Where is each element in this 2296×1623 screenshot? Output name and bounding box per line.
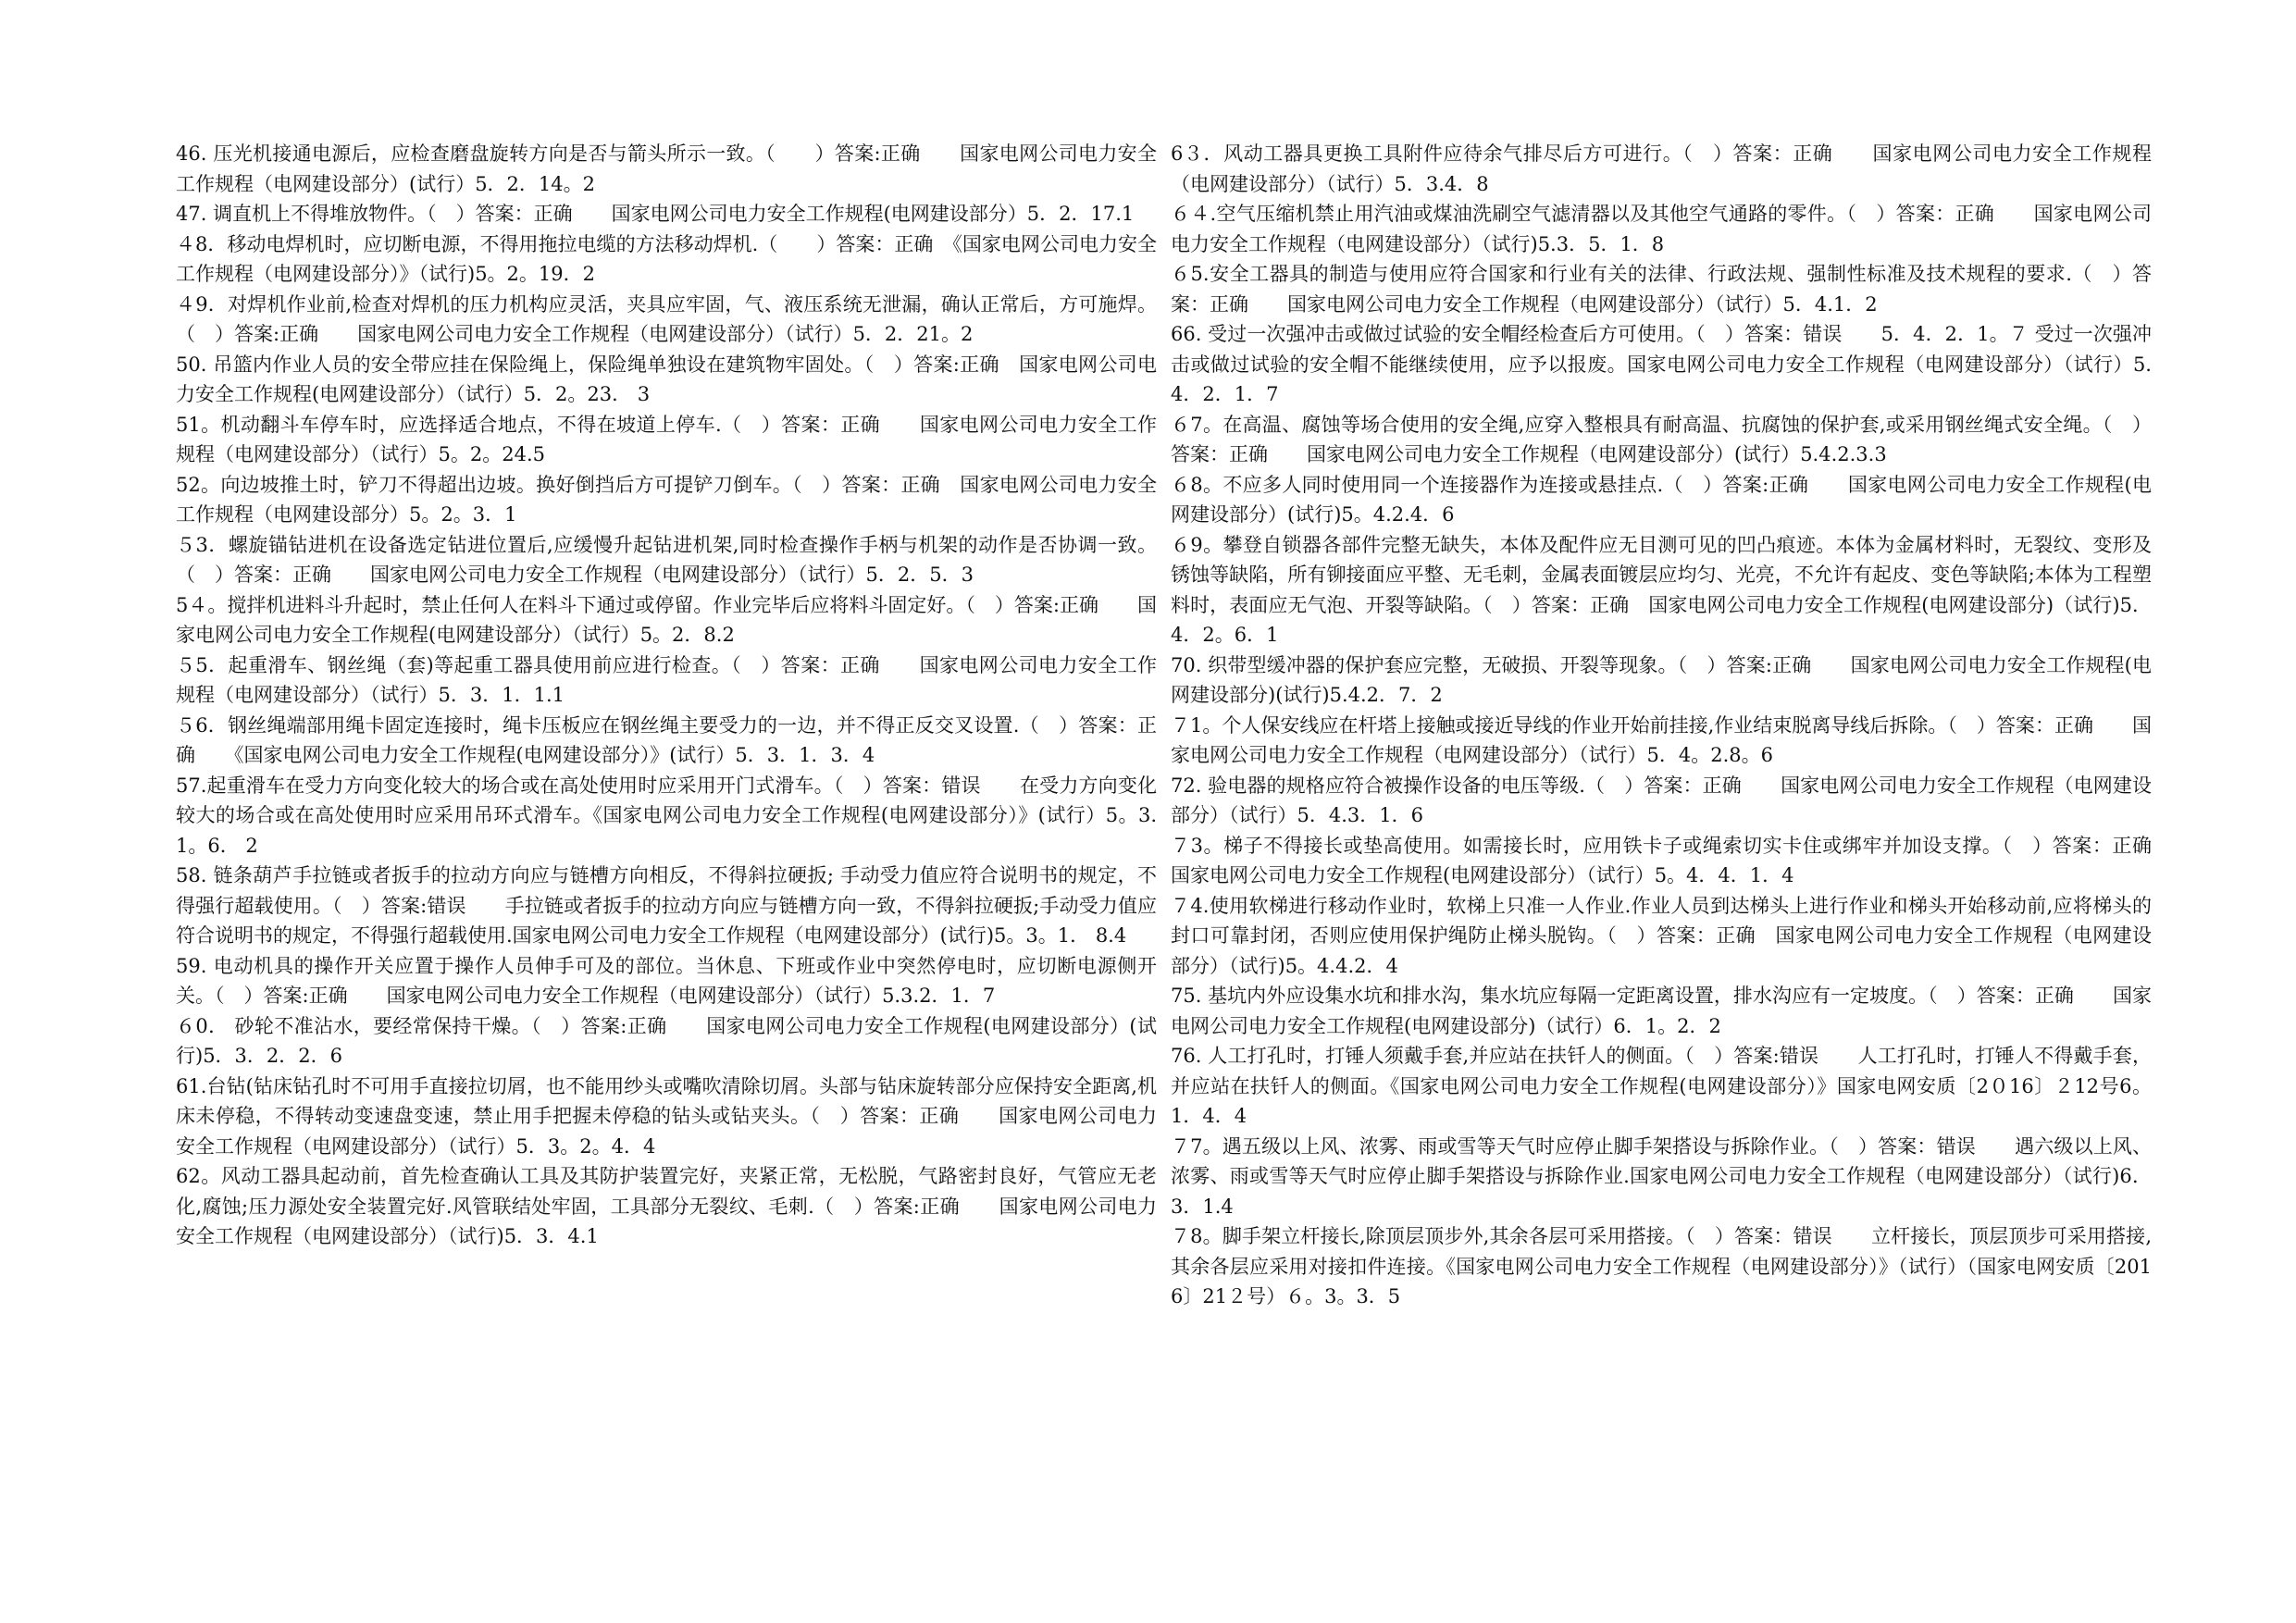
- question-item: ５3．螺旋锚钻进机在设备选定钻进位置后,应缓慢升起钻进机架,同时检查操作手柄与机架的动作是否协调一致。（ ）答案：正确 国家电网公司电力安全工作规程（电网建设部分）（试行）5．2．5．3: [176, 533, 1157, 586]
- question-item: 57.起重滑车在受力方向变化较大的场合或在高处使用时应采用开门式滑车。（ ）答案：错误 在受力方向变化较大的场合或在高处使用时应采用吊环式滑车。《国家电网公司电力安全工作规程(电网建设部分）》(试行）5。3.1。6． 2: [176, 774, 1157, 857]
- question-item: ４9．对焊机作业前,检查对焊机的压力机构应灵活，夹具应牢固，气、液压系统无泄漏，确认正常后，方可施焊。（ ）答案:正确 国家电网公司电力安全工作规程（电网建设部分）（试行）5．2．21。2: [176, 292, 1157, 345]
- question-item: 47. 调直机上不得堆放物件。（ ）答案：正确 国家电网公司电力安全工作规程(电网建设部分）5．2．17.1: [176, 203, 1135, 225]
- question-item: ４8．移动电焊机时，应切断电源，不得用拖拉电缆的方法移动焊机.（ ）答案：正确 《国家电网公司电力安全工作规程（电网建设部分）》（试行)5。2。19．2: [176, 232, 1157, 285]
- question-item: ７1。个人保安线应在杆塔上接触或接近导线的作业开始前挂接,作业结束脱离导线后拆除。（ ）答案：正确 国家电网公司电力安全工作规程（电网建设部分）（试行）5．4。2.8。6: [1171, 713, 2152, 766]
- question-item: 70. 织带型缓冲器的保护套应完整，无破损、开裂等现象。（ ）答案:正确 国家电网公司电力安全工作规程(电网建设部分)(试行)5.4.2．7．2: [1171, 653, 2152, 706]
- question-item: ６5.安全工器具的制造与使用应符合国家和行业有关的法律、行政法规、强制性标准及技术规程的要求.（ ）答案：正确 国家电网公司电力安全工作规程（电网建设部分）（试行）5．4.1．2: [1171, 263, 2152, 316]
- question-item: 75. 基坑内外应设集水坑和排水沟，集水坑应每隔一定距离设置，排水沟应有一定坡度。（ ）答案：正确 国家电网公司电力安全工作规程(电网建设部分)（试行）6．1。2．2: [1171, 985, 2152, 1037]
- question-item: 76. 人工打孔时，打锤人须戴手套,并应站在扶钎人的侧面。（ ）答案:错误 人工打孔时，打锤人不得戴手套，并应站在扶钎人的侧面。《国家电网公司电力安全工作规程(电网建设部分）》国家电网安质〔2０16〕２12号6。1．4．4: [1171, 1045, 2152, 1127]
- question-item: 66. 受过一次强冲击或做过试验的安全帽经检查后方可使用。（ ）答案：错误 5．4．2．1。７ 受过一次强冲击或做过试验的安全帽不能继续使用，应予以报废。国家电网公司电力安全工作规程（电网建设部分）（试行）5.4．2．1．7: [1171, 323, 2152, 405]
- question-item: 72. 验电器的规格应符合被操作设备的电压等级.（ ）答案：正确 国家电网公司电力安全工作规程（电网建设部分）（试行）5．4.3．1．6: [1171, 774, 2152, 826]
- question-item: ６8。不应多人同时使用同一个连接器作为连接或悬挂点.（ ）答案:正确 国家电网公司电力安全工作规程(电网建设部分）(试行)5。4.2.4．6: [1171, 473, 2152, 526]
- question-item: ７3。梯子不得接长或垫高使用。如需接长时，应用铁卡子或绳索切实卡住或绑牢并加设支撑。（ ）答案：正确 国家电网公司电力安全工作规程(电网建设部分）（试行）5。4．4．1．4: [1171, 834, 2191, 886]
- question-item: ５5．起重滑车、钢丝绳（套)等起重工器具使用前应进行检查。（ ）答案：正确 国家电网公司电力安全工作规程（电网建设部分）（试行）5．3．1．1.1: [176, 653, 1157, 706]
- question-item: ６7。在高温、腐蚀等场合使用的安全绳,应穿入整根具有耐高温、抗腐蚀的保护套,或采用钢丝绳式安全绳。（ ）答案：正确 国家电网公司电力安全工作规程（电网建设部分）(试行）5.4.2.3.3: [1171, 413, 2152, 465]
- question-item: 62。风动工器具起动前，首先检查确认工具及其防护装置完好，夹紧正常，无松脱，气路密封良好，气管应无老化,腐蚀;压力源处安全装置完好.风管联结处牢固，工具部分无裂纹、毛刺.（ ）答案:正确 国家电网公司电力安全工作规程（电网建设部分）（试行)5．3．4.1: [176, 1165, 1157, 1247]
- question-item: 58. 链条葫芦手拉链或者扳手的拉动方向应与链槽方向相反，不得斜拉硬扳; 手动受力值应符合说明书的规定，不得强行超载使用。（ ）答案:错误 手拉链或者扳手的拉动方向应与链槽方向一致，不得斜拉硬扳;手动受力值应符合说明书的规定，不得强行超载使用.国家电网公司电力安全工作规程（电网建设部分）(试行)5。3。1． 8.4: [176, 864, 1157, 947]
- question-item: 5４。搅拌机进料斗升起时，禁止任何人在料斗下通过或停留。作业完毕后应将料斗固定好。（ ）答案:正确 国家电网公司电力安全工作规程(电网建设部分）（试行）5。2．8.2: [176, 593, 1157, 646]
- left-column: [176, 139, 1157, 1252]
- question-item: ６４.空气压缩机禁止用汽油或煤油洗刷空气滤清器以及其他空气通路的零件。（ ）答案：正确 国家电网公司电力安全工作规程（电网建设部分）（试行)5.3．5．1．8: [1171, 203, 2152, 255]
- question-item: 46. 压光机接通电源后，应检查磨盘旋转方向是否与箭头所示一致。（ ）答案:正确 国家电网公司电力安全工作规程（电网建设部分）(试行）5．2．14。2: [176, 142, 1157, 195]
- question-item: 61.台钻(钻床钻孔时不可用手直接拉切屑，也不能用纱头或嘴吹清除切屑。头部与钻床旋转部分应保持安全距离,机床未停稳，不得转动变速盘变速，禁止用手把握未停稳的钻头或钻夹头。（ ）答案：正确 国家电网公司电力安全工作规程（电网建设部分）（试行）5．3。2。4．4: [176, 1074, 1157, 1158]
- question-item: ７7。遇五级以上风、浓雾、雨或雪等天气时应停止脚手架搭设与拆除作业。（ ）答案：错误 遇六级以上风、浓雾、雨或雪等天气时应停止脚手架搭设与拆除作业.国家电网公司电力安全工作规程（电网建设部分）（试行)6．3．1.4: [1171, 1134, 2152, 1218]
- question-item: ７8。脚手架立杆接长,除顶层顶步外,其余各层可采用搭接。（ ）答案：错误 立杆接长，顶层顶步可采用搭接,其余各层应采用对接扣件连接。《国家电网公司电力安全工作规程（电网建设部分）》（试行）（国家电网安质〔2016〕21２号）６。3。3．5: [1171, 1225, 2152, 1307]
- question-item: ６0． 砂轮不准沾水，要经常保持干燥。（ ）答案:正确 国家电网公司电力安全工作规程(电网建设部分）(试行)5．3．2．2．6: [176, 1014, 1157, 1067]
- question-item: 51。机动翻斗车停车时，应选择适合地点，不得在坡道上停车.（ ）答案：正确 国家电网公司电力安全工作规程（电网建设部分）（试行）5。2。24.5: [176, 413, 1157, 465]
- question-item: ７4.使用软梯进行移动作业时，软梯上只准一人作业.作业人员到达梯头上进行作业和梯头开始移动前,应将梯头的封口可靠封闭，否则应使用保护绳防止梯头脱钩。（ ）答案：正确 国家电网公司电力安全工作规程（电网建设部分）（试行)5。4.4.2．4: [1171, 894, 2152, 977]
- question-item: 50. 吊篮内作业人员的安全带应挂在保险绳上，保险绳单独设在建筑物牢固处。（ ）答案:正确 国家电网公司电力安全工作规程(电网建设部分）（试行）5．2。23． 3: [176, 353, 1157, 405]
- question-item: ５6．钢丝绳端部用绳卡固定连接时，绳卡压板应在钢丝绳主要受力的一边，并不得正反交叉设置.（ ）答案：正确 《国家电网公司电力安全工作规程(电网建设部分）》(试行）5．3．1．3．4: [176, 713, 1157, 766]
- question-item: 59. 电动机具的操作开关应置于操作人员伸手可及的部位。当休息、下班或作业中突然停电时，应切断电源侧开关。（ ）答案:正确 国家电网公司电力安全工作规程（电网建设部分）（试行）5.3.2．1．7: [176, 954, 1157, 1007]
- question-item: 52。向边坡推土时，铲刀不得超出边坡。换好倒挡后方可提铲刀倒车。（ ）答案：正确 国家电网公司电力安全工作规程（电网建设部分）5。2。3．1: [176, 473, 1157, 526]
- question-item: ６9。攀登自锁器各部件完整无缺失，本体及配件应无目测可见的凹凸痕迹。本体为金属材料时，无裂纹、变形及锈蚀等缺陷，所有铆接面应平整、无毛刺，金属表面镀层应均匀、光亮，不允许有起皮、变色等缺陷;本体为工程塑料时，表面应无气泡、开裂等缺陷。（ ）答案：正确 国家电网公司电力安全工作规程(电网建设部分)（试行)5．4．2。6．1: [1171, 533, 2152, 646]
- right-column: [1171, 139, 2191, 1312]
- question-item: 6３．风动工器具更换工具附件应待余气排尽后方可进行。（ ）答案：正确 国家电网公司电力安全工作规程（电网建设部分）（试行）5．3.4．8: [1171, 142, 2152, 195]
